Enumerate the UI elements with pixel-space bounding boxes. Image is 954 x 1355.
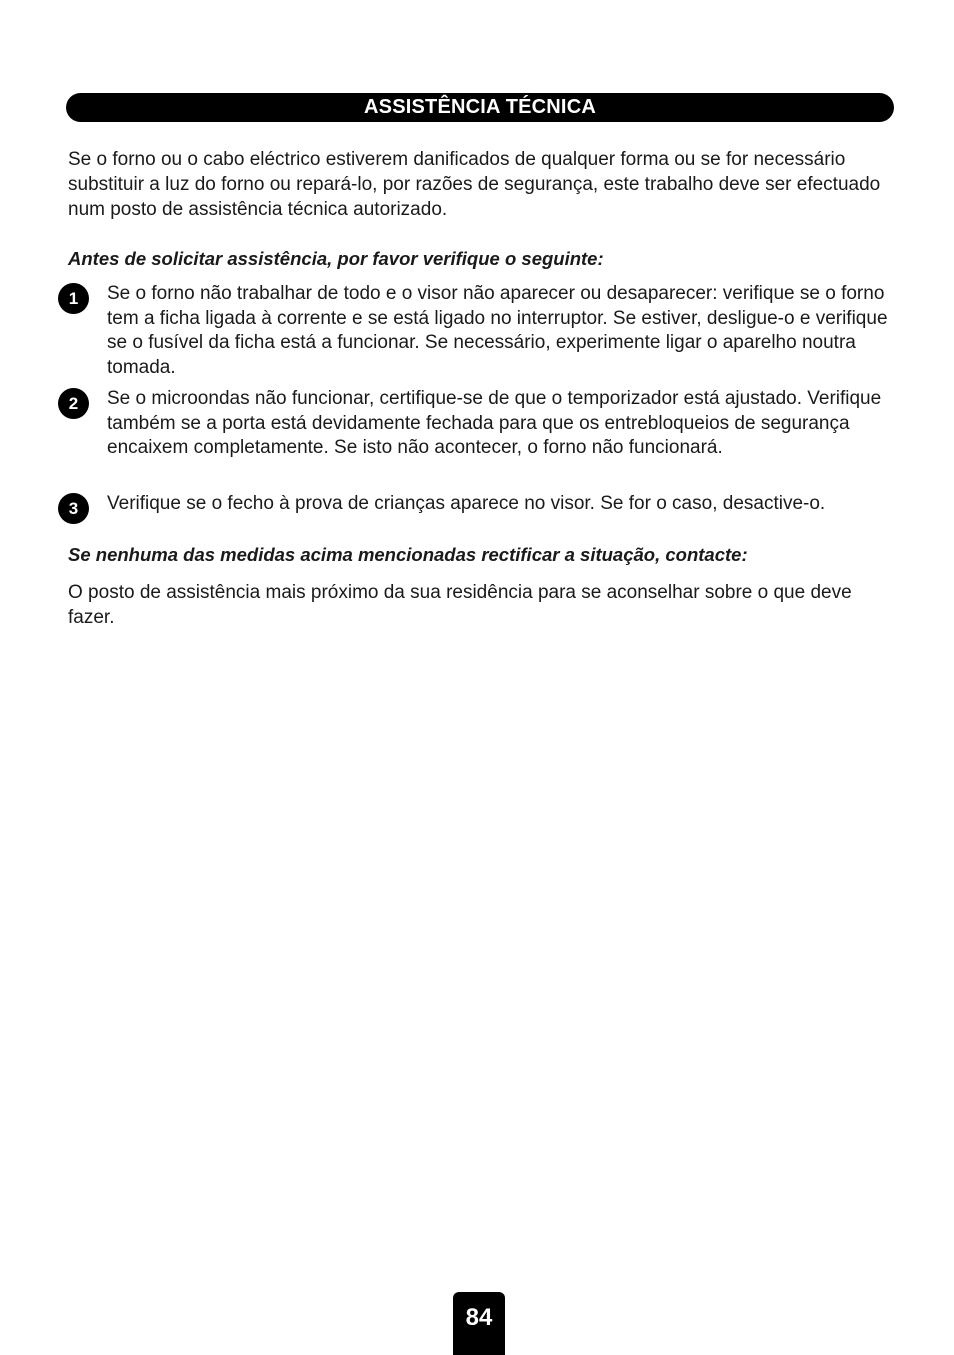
number-badge: 3	[58, 493, 89, 524]
list-item-text: Verifique se o fecho à prova de crianças aparece no visor. Se for o caso, desactive-o.	[107, 493, 826, 514]
list-item-text: Se o forno não trabalhar de todo e o visor não aparecer ou desaparecer: verifique se o forno tem a ficha ligada à corrente e se está ligado no interruptor. Se estiver, desligue-o e verifique se o fusível da ficha está a funcionar. Se necessário, experimente ligar o aparelho noutra tomada.	[107, 283, 888, 379]
page-number-tab	[453, 1292, 505, 1355]
intro-paragraph: Se o forno ou o cabo eléctrico estiverem danificados de qualquer forma ou se for necessário substituir a luz do forno ou repará-lo, por razões de segurança, este trabalho deve ser efectuado num posto de assistência técnica autorizado.	[68, 149, 881, 220]
section-title: ASSISTÊNCIA TÉCNICA	[364, 96, 596, 118]
list-item-text: Se o microondas não funcionar, certifique-se de que o temporizador está ajustado. Verifique também se a porta está devidamente fechada para que os entrebloqueios de segurança encaixem completamente. Se isto não acontecer, o forno não funcionará.	[107, 388, 882, 459]
number-badge: 2	[58, 388, 89, 419]
outro-paragraph: O posto de assistência mais próximo da sua residência para se aconselhar sobre o que deve fazer.	[68, 582, 852, 628]
section-header	[66, 93, 894, 122]
page-number: 84	[465, 1303, 493, 1331]
contact-heading: Se nenhuma das medidas acima mencionadas rectificar a situação, contacte:	[68, 544, 748, 565]
number-badge: 1	[58, 283, 89, 314]
check-heading: Antes de solicitar assistência, por favor verifique o seguinte:	[68, 248, 604, 269]
